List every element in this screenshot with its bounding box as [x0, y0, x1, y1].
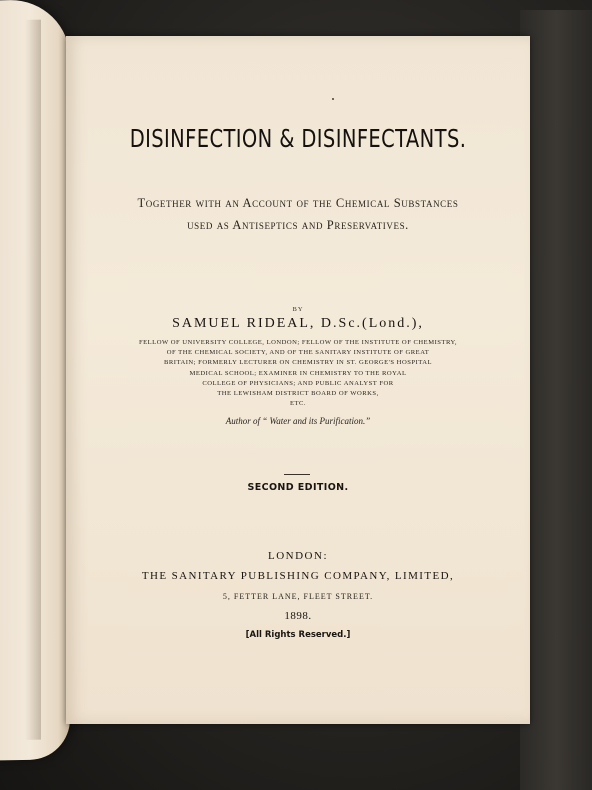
book-subtitle — [66, 192, 530, 236]
subtitle-line: used as Antiseptics and Preservatives. — [187, 218, 409, 232]
edition-label: SECOND EDITION. — [247, 482, 349, 493]
by-line: BY — [292, 306, 304, 313]
credential-line: MEDICAL SCHOOL; EXAMINER IN CHEMISTRY TO THE ROYAL — [189, 369, 407, 377]
paper-speck — [332, 98, 334, 100]
credential-line: COLLEGE OF PHYSICIANS; AND PUBLIC ANALYST FOR — [202, 379, 394, 387]
author-credentials — [128, 338, 468, 409]
author-name: SAMUEL RIDEAL, D.Sc.(Lond.), — [172, 316, 424, 331]
page-fold-shadow — [25, 20, 41, 740]
book-title: DISINFECTION & DISINFECTANTS. — [129, 124, 467, 153]
credential-line: ETC. — [289, 400, 307, 408]
rights-notice: [All Rights Reserved.] — [245, 630, 351, 640]
imprint-year: 1898. — [284, 610, 312, 622]
imprint-city: LONDON: — [268, 550, 328, 562]
imprint-publisher: THE SANITARY PUBLISHING COMPANY, LIMITED, — [141, 570, 455, 582]
facing-page — [0, 0, 70, 761]
other-work-note: Author of “ Water and its Purification.” — [225, 416, 371, 426]
subtitle-line: Together with an Account of the Chemical Substances — [137, 196, 459, 210]
divider-rule — [284, 474, 310, 475]
book-cover-board — [520, 10, 592, 790]
title-page — [66, 36, 530, 724]
imprint-address: 5, FETTER LANE, FLEET STREET. — [222, 592, 374, 601]
credential-line: FELLOW OF UNIVERSITY COLLEGE, LONDON; FELLOW OF THE INSTITUTE OF CHEMISTRY, — [138, 339, 458, 346]
credential-line: THE LEWISHAM DISTRICT BOARD OF WORKS, — [217, 390, 379, 398]
credential-line: BRITAIN; FORMERLY LECTURER ON CHEMISTRY IN ST. GEORGE'S HOSPITAL — [163, 359, 433, 367]
credential-line: OF THE CHEMICAL SOCIETY, AND OF THE SANITARY INSTITUTE OF GREAT — [166, 349, 430, 357]
